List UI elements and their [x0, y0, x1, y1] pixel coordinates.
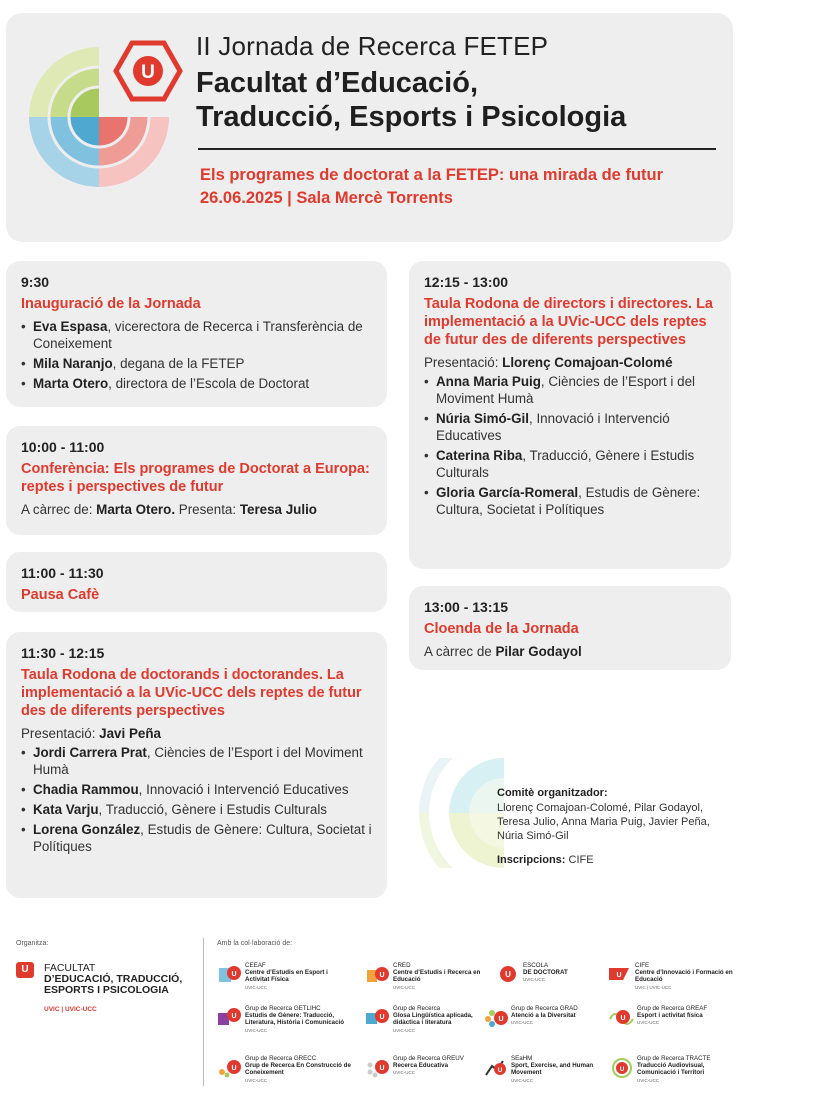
greaf-logo-icon	[609, 1007, 635, 1029]
header-banner	[6, 13, 733, 242]
collaborator-logo: U Grup de Recerca GRAD Atenció a la Diversitat UVIC-UCC	[483, 1005, 618, 1045]
header-divider	[198, 148, 716, 150]
session-speaker-line: A càrrec de Pilar Godayol	[424, 644, 582, 659]
tracte-logo-icon	[609, 1057, 635, 1079]
inscriptions-line: Inscripcions: CIFE	[497, 854, 594, 866]
presentation-line: Presentació: Javi Peña	[21, 726, 161, 741]
grad-logo-icon	[483, 1007, 509, 1029]
speaker-item: • Marta Otero, directora de l’Escola de Doctorat	[21, 375, 373, 392]
session-card-directors-roundtable	[409, 261, 731, 569]
session-title: Taula Rodona de doctorands i doctorandes. La implementació a la UVic-UCC dels reptes de futur des de diferents perspectives	[21, 667, 362, 719]
ceeaf-logo-icon	[217, 964, 243, 986]
cife-logo-icon	[607, 964, 633, 986]
speaker-list	[21, 318, 373, 392]
organizing-committee	[497, 786, 737, 867]
organizer-name: FACULTAT D’EDUCACIÓ, TRADUCCIÓ, ESPORTS I PSICOLOGIA	[44, 962, 183, 996]
event-date-place: 26.06.2025 | Sala Mercè Torrents	[200, 189, 453, 207]
speaker-list	[21, 744, 373, 855]
collaborator-logo: U Grup de Recerca GRECC Grup de Recerca En Construcció de Coneixement UVIC-UCC	[217, 1055, 352, 1095]
speaker-list	[424, 373, 717, 518]
session-card-students-roundtable	[6, 632, 387, 898]
session-time: 10:00 - 11:00	[21, 439, 105, 455]
collaboration-label: Amb la col·laboració de:	[217, 940, 293, 947]
session-card-opening	[6, 261, 387, 407]
speaker-item: • Jordi Carrera Prat, Ciències de l’Esport i del Moviment Humà	[21, 744, 373, 778]
collaborator-logo: U CEEAF Centre d’Estudis en Esport i Activitat Física UVIC-UCC	[217, 962, 352, 1002]
event-title: II Jornada de Recerca FETEP	[196, 31, 549, 61]
session-card-closing	[409, 586, 731, 670]
collaborator-logo: U SEaHM Sport, Exercise, and Human Movement UVIC-UCC	[483, 1055, 618, 1095]
svg-text:U: U	[620, 1015, 626, 1022]
collaborator-logo: U Grup de Recerca GREAF Esport i activitat física UVIC-UCC	[609, 1005, 744, 1045]
collaborator-logo: U CRED Centre d’Estudis i Recerca en Educació UVIC-UCC	[365, 962, 500, 1002]
committee-members: Llorenç Comajoan-Colomé, Pilar Godayol, Teresa Julio, Anna Maria Puig, Javier Peña, Núria Simó-Gil	[497, 802, 710, 842]
session-title: Conferència: Els programes de Doctorat a Europa: reptes i perspectives de futur	[21, 461, 370, 495]
speaker-item: • Anna Maria Puig, Ciències de l’Esport i del Moviment Humà	[424, 373, 717, 407]
session-time: 11:00 - 11:30	[21, 565, 104, 581]
svg-text:U: U	[497, 1068, 503, 1074]
session-title: Inauguració de la Jornada	[21, 296, 201, 312]
logo-letter: U	[141, 62, 155, 83]
collaborator-logo: U Grup de Recerca GREUV Recerca Educativa UVIC-UCC	[365, 1055, 500, 1095]
speaker-item: • Eva Espasa, vicerectora de Recerca i Transferència de Coneixement	[21, 318, 373, 352]
session-time: 13:00 - 13:15	[424, 599, 509, 615]
speaker-item: • Núria Simó-Gil, Innovació i Intervenció Educatives	[424, 410, 717, 444]
session-title: Pausa Cafè	[21, 587, 100, 603]
event-subtitle: Els programes de doctorat a la FETEP: una mirada de futur	[200, 166, 664, 184]
speaker-item: • Kata Varju, Traducció, Gènere i Estudis Culturals	[21, 801, 373, 818]
faculty-name: Facultat d’Educació, Traducció, Esports i Psicologia	[196, 67, 627, 133]
session-card-conference	[6, 426, 387, 535]
session-time: 11:30 - 12:15	[21, 645, 105, 661]
committee-title: Comitè organitzador:	[497, 787, 608, 799]
svg-text:U: U	[505, 970, 511, 979]
presentation-line: Presentació: Llorenç Comajoan-Colomé	[424, 355, 673, 370]
svg-text:U: U	[379, 1014, 385, 1021]
session-time: 12:15 - 13:00	[424, 274, 509, 290]
getlihc-logo-icon	[217, 1007, 243, 1029]
svg-text:U: U	[379, 1065, 385, 1072]
svg-text:U: U	[379, 972, 385, 979]
greuv-logo-icon	[365, 1057, 391, 1079]
svg-text:U: U	[231, 971, 237, 978]
speaker-item: • Mila Naranjo, degana de la FETEP	[21, 355, 373, 372]
session-title: Taula Rodona de directors i directores. La implementació a la UVic-UCC dels reptes de futur des de diferents perspectives	[424, 296, 713, 348]
collaborator-logo: U ESCOLA DE DOCTORAT UVIC-UCC	[495, 962, 630, 1002]
session-time: 9:30	[21, 274, 50, 290]
svg-text:U: U	[231, 1065, 237, 1072]
speaker-item: • Caterina Riba, Traducció, Gènere i Estudis Culturals	[424, 447, 717, 481]
organizer-logo-icon: U	[16, 962, 34, 978]
organizer-uvic: UVIC | UVIC-UCC	[44, 1006, 97, 1013]
session-card-coffee-break	[6, 552, 387, 612]
seahm-logo-icon	[483, 1057, 509, 1079]
footer-logos	[0, 930, 814, 1100]
speaker-item: • Gloria García-Romeral, Estudis de Gènere: Cultura, Societat i Polítiques	[424, 484, 717, 518]
svg-text:U: U	[498, 1016, 504, 1023]
svg-text:U: U	[616, 972, 622, 979]
organize-label: Organitza:	[16, 940, 49, 947]
svg-text:U: U	[231, 1013, 237, 1020]
session-title: Cloenda de la Jornada	[424, 621, 579, 637]
collaborator-logo: U Grup de Recerca TRACTE Traducció Audiovisual, Comunicació i Territori UVIC-UCC	[609, 1055, 744, 1095]
decorative-rings-graphic	[414, 758, 504, 868]
escola-doctorat-logo-icon	[495, 964, 521, 986]
svg-text:U: U	[619, 1067, 625, 1073]
collaborator-logo: U Grup de Recerca Glosa Lingüística aplicada, didàctica i literatura UVIC-UCC	[365, 1005, 500, 1045]
glosa-logo-icon	[365, 1007, 391, 1029]
collaborator-logo: U Grup de Recerca GETLIHC Estudis de Gènere: Traducció, Literatura, Història i Comunicació UVIC-UCC	[217, 1005, 352, 1045]
speaker-item: • Lorena González, Estudis de Gènere: Cultura, Societat i Polítiques	[21, 821, 373, 855]
collaborator-logo: U CIFE Centre d’Innovació i Formació en Educació UVIC | UVIC-UCC	[607, 962, 742, 1002]
cred-logo-icon	[365, 964, 391, 986]
grecc-logo-icon	[217, 1057, 243, 1079]
session-speaker-line: A càrrec de: Marta Otero. Presenta: Teresa Julio	[21, 502, 317, 517]
footer-divider	[203, 938, 204, 1086]
faculty-logo-graphic	[14, 37, 184, 197]
speaker-item: • Chadia Rammou, Innovació i Intervenció Educatives	[21, 781, 373, 798]
